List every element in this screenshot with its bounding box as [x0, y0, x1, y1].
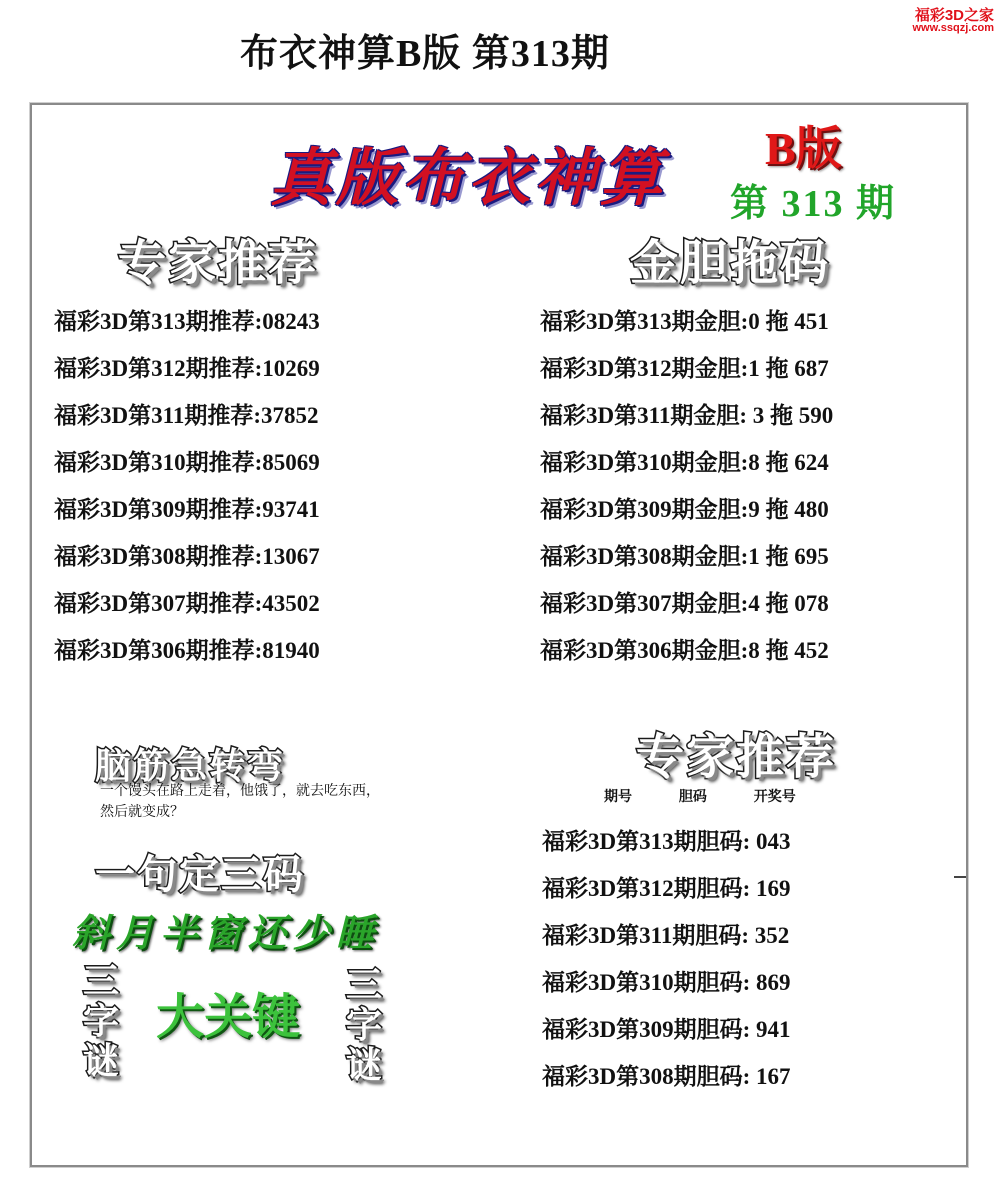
list-item: 福彩3D第308期胆码: 167	[542, 1064, 791, 1089]
column-header: 胆码	[678, 789, 707, 805]
dan-column-headers	[604, 786, 838, 806]
dan-code-list	[542, 818, 791, 1100]
list-item: 福彩3D第312期金胆:1 拖 687	[540, 356, 829, 381]
list-item: 福彩3D第307期金胆:4 拖 078	[540, 591, 829, 616]
list-item: 福彩3D第311期推荐:37852	[54, 403, 319, 428]
recommendation-list	[54, 298, 320, 674]
list-item: 福彩3D第306期推荐:81940	[54, 638, 320, 663]
list-item: 福彩3D第311期金胆: 3 拖 590	[540, 403, 834, 428]
word-riddle-char: 三	[82, 961, 121, 1002]
list-item: 福彩3D第312期胆码: 169	[542, 876, 791, 901]
section-heading-expert-2: 专家推荐	[636, 729, 837, 785]
list-item: 福彩3D第308期推荐:13067	[54, 544, 320, 569]
site-url[interactable]: www.ssqzj.com	[912, 22, 994, 34]
riddle-text: 一个馒头在路上走着，他饿了，就去吃东西，然后就变成？	[100, 783, 380, 820]
word-riddle-char: 字	[82, 1001, 121, 1042]
list-item: 福彩3D第309期胆码: 941	[542, 1017, 791, 1042]
list-item: 福彩3D第308期金胆:1 拖 695	[540, 544, 829, 569]
section-heading-one-sentence: 一句定三码	[95, 852, 305, 898]
banner-issue: 第 313 期	[730, 183, 897, 225]
word-riddle-char: 三	[345, 965, 384, 1006]
word-riddle-char: 谜	[345, 1045, 384, 1086]
gold-drag-list	[540, 298, 833, 674]
list-item: 福彩3D第310期金胆:8 拖 624	[540, 450, 829, 475]
frame-tick-mark	[954, 876, 966, 878]
list-item: 福彩3D第310期胆码: 869	[542, 970, 791, 995]
key-text: 大关键	[156, 989, 301, 1045]
list-item: 福彩3D第307期推荐:43502	[54, 591, 320, 616]
section-heading-gold: 金胆拖码	[630, 235, 831, 291]
list-item: 福彩3D第313期推荐:08243	[54, 309, 320, 334]
slogan-text: 斜月半窗还少睡	[72, 911, 381, 955]
section-heading-brain-teaser: 脑筋急转弯	[95, 746, 286, 787]
column-header: 开奖号	[753, 789, 796, 805]
word-riddle-char: 字	[345, 1005, 384, 1046]
list-item: 福彩3D第312期推荐:10269	[54, 356, 320, 381]
word-riddle-char: 谜	[82, 1041, 121, 1082]
list-item: 福彩3D第309期推荐:93741	[54, 497, 320, 522]
list-item: 福彩3D第311期胆码: 352	[542, 923, 790, 948]
list-item: 福彩3D第309期金胆:9 拖 480	[540, 497, 829, 522]
list-item: 福彩3D第313期金胆:0 拖 451	[540, 309, 829, 334]
banner-title: 真版布衣神算	[270, 141, 667, 214]
page-title: 布衣神算B版 第313期	[240, 33, 610, 75]
list-item: 福彩3D第310期推荐:85069	[54, 450, 320, 475]
section-heading-expert: 专家推荐	[118, 235, 319, 291]
word-riddle-label-left	[82, 962, 122, 1082]
list-item: 福彩3D第306期金胆:8 拖 452	[540, 638, 829, 663]
top-strip	[0, 0, 235, 100]
list-item: 福彩3D第313期胆码: 043	[542, 829, 791, 854]
column-header: 期号	[604, 789, 632, 805]
word-riddle-label-right	[345, 966, 385, 1086]
banner-version: B版	[765, 123, 842, 174]
site-logo-name[interactable]: 福彩3D之家	[914, 7, 994, 24]
